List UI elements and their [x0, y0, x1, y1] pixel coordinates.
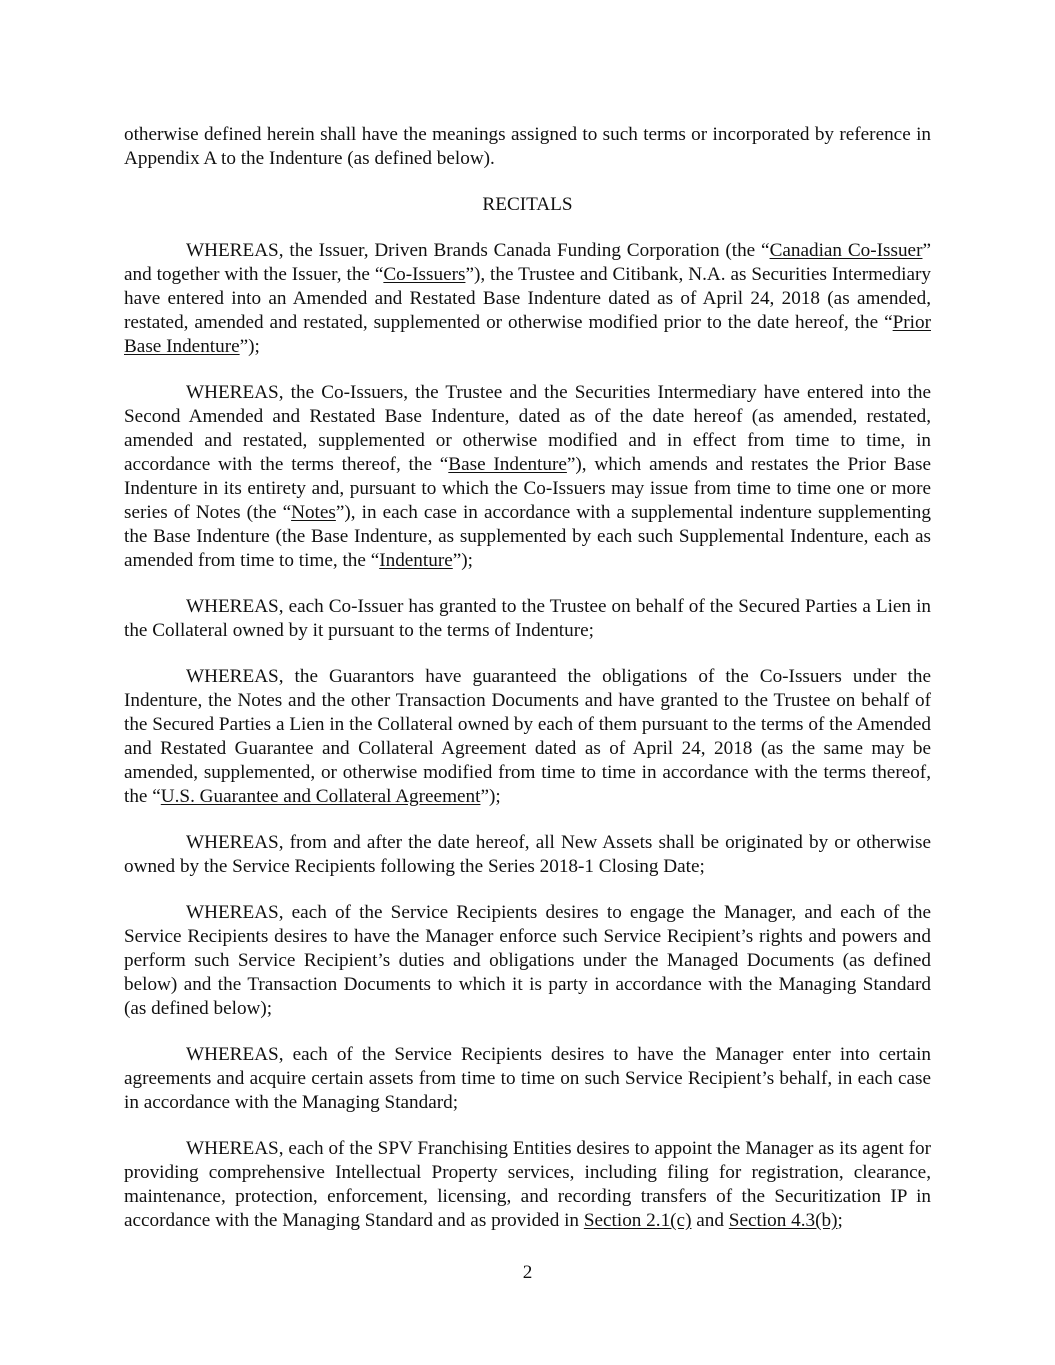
defined-term-notes: Notes [291, 502, 336, 523]
recital-paragraph-4 [124, 665, 931, 809]
recital-text: ”), in each case in accordance with a supplemental indenture supplementing the Base Indenture (the Base Indenture, as supplemented by each such Supplemental Indenture, each as amended from time to time, the “ [124, 502, 931, 571]
recital-text: WHEREAS, the Issuer, Driven Brands Canada Funding Corporation (the “ [186, 240, 770, 261]
document-page [124, 123, 931, 1233]
recital-text: ”); [239, 336, 260, 357]
defined-term-us-guarantee-and-collateral-agreement: U.S. Guarantee and Collateral Agreement [160, 786, 481, 807]
defined-term-canadian-co-issuer: Canadian Co-Issuer [769, 240, 923, 261]
recital-paragraph-7: WHEREAS, each of the Service Recipients desires to have the Manager enter into certain agreements and acquire certain assets from time to time on such Service Recipient’s behalf, in each case in accordance with the Managing Standard; [124, 1044, 931, 1113]
recital-text: ”); [480, 786, 501, 807]
opening-paragraph: otherwise defined herein shall have the meanings assigned to such terms or incorporated by reference in Appendix A to the Indenture (as defined below). [124, 124, 931, 169]
page-number: 2 [522, 1262, 533, 1283]
section-reference-4-3-b: Section 4.3(b) [728, 1210, 838, 1231]
recital-paragraph-5: WHEREAS, from and after the date hereof, all New Assets shall be originated by or otherwise owned by the Service Recipients following the Series 2018-1 Closing Date; [124, 832, 931, 877]
recital-paragraph-1 [124, 239, 931, 359]
recital-text: ” and together with the Issuer, the “ [124, 240, 931, 285]
defined-term-base-indenture: Base Indenture [448, 454, 567, 475]
recital-text: WHEREAS, each of the SPV Franchising Entities desires to appoint the Manager as its agent for providing comprehensive Intellectual Property services, including filing for registration, clearance, maintenance, protection, enforcement, licensing, and recording transfers of the Securitization IP in accordance with the Managing Standard and as provided in [124, 1138, 931, 1231]
recital-text: and [691, 1210, 729, 1231]
recitals-heading: RECITALS [482, 194, 573, 215]
recital-paragraph-8 [124, 1137, 931, 1233]
recital-text: WHEREAS, the Co-Issuers, the Trustee and the Securities Intermediary have entered into the Second Amended and Restated Base Indenture, dated as of the date hereof (as amended, restated, amended and restated, supplemented or otherwise modified and in effect from time to time, in accordance with the terms thereof, the “ [124, 382, 931, 475]
recital-paragraph-2 [124, 381, 931, 573]
section-reference-2-1-c: Section 2.1(c) [583, 1210, 692, 1231]
recital-text: ”); [452, 550, 473, 571]
recital-text: ”), which amends and restates the Prior Base Indenture in its entirety and, pursuant to which the Co-Issuers may issue from time to time one or more series of Notes (the “ [124, 454, 931, 523]
recital-text: ; [837, 1210, 843, 1231]
defined-term-indenture: Indenture [379, 550, 453, 571]
recital-paragraph-3: WHEREAS, each Co-Issuer has granted to the Trustee on behalf of the Secured Parties a Lien in the Collateral owned by it pursuant to the terms of Indenture; [124, 596, 931, 641]
recital-paragraph-6: WHEREAS, each of the Service Recipients desires to engage the Manager, and each of the Service Recipients desires to have the Manager enforce such Service Recipient’s rights and powers and perform such Service Recipient’s duties and obligations under the Managed Documents (as defined below) and the Transaction Documents to which it is party in accordance with the Managing Standard (as defined below); [124, 902, 931, 1019]
recital-text: WHEREAS, the Guarantors have guaranteed the obligations of the Co-Issuers under the Indenture, the Notes and the other Transaction Documents and have granted to the Trustee on behalf of the Secured Parties a Lien in the Collateral owned by each of them pursuant to the terms of the Amended and Restated Guarantee and Collateral Agreement dated as of April 24, 2018 (as the same may be amended, supplemented, or otherwise modified from time to time in accordance with the terms thereof, the “ [124, 666, 931, 807]
recital-text: ”), the Trustee and Citibank, N.A. as Securities Intermediary have entered into an Amended and Restated Base Indenture dated as of April 24, 2018 (as amended, restated, amended and restated, supplemented or otherwise modified prior to the date hereof, the “ [124, 264, 931, 333]
defined-term-prior-base-indenture: Prior Base Indenture [124, 312, 931, 357]
defined-term-co-issuers: Co-Issuers [383, 264, 466, 285]
